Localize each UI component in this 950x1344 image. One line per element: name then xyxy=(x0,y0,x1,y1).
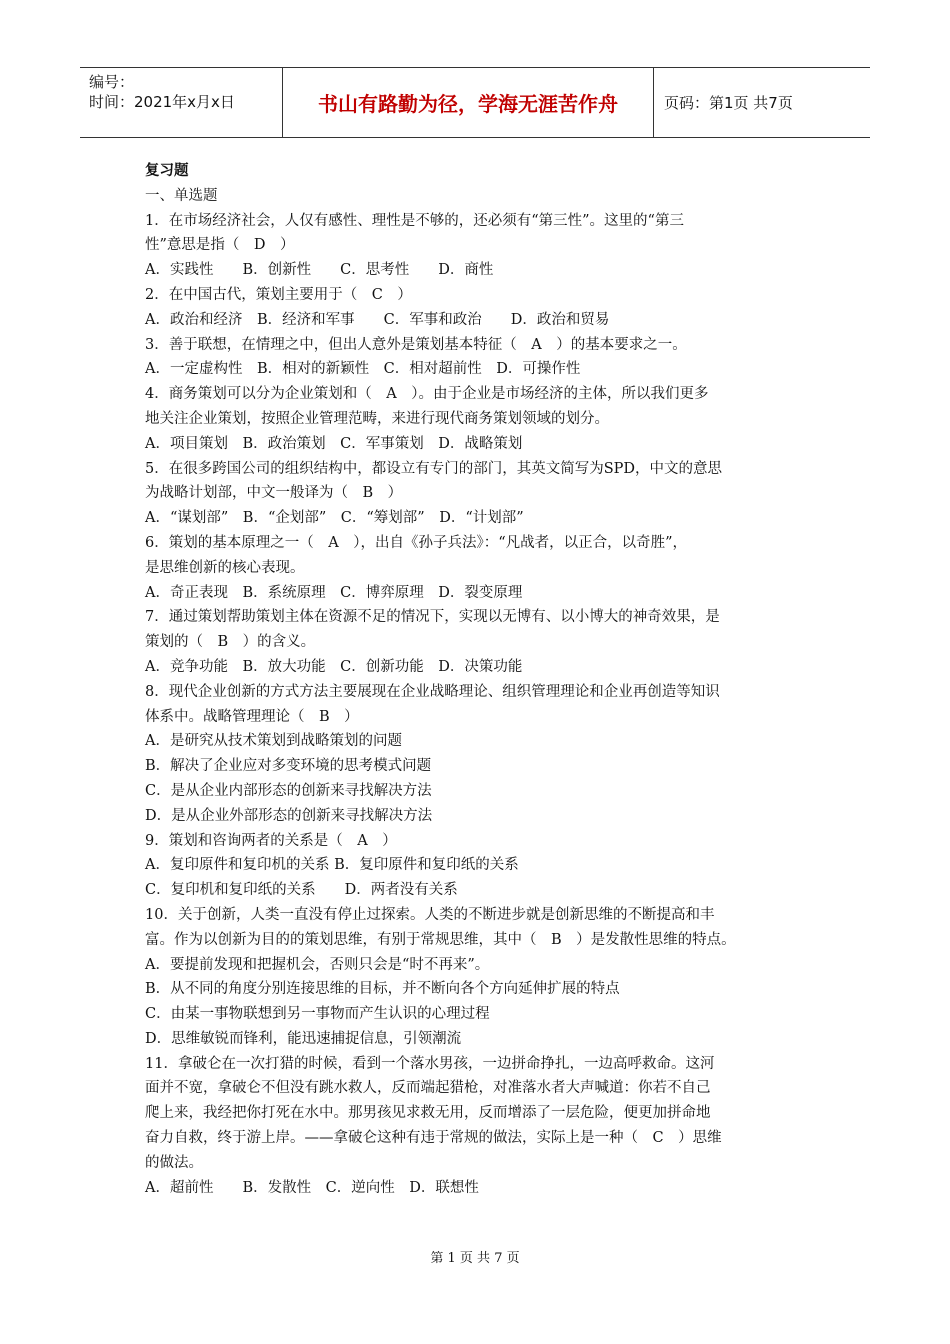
text-line: A．竞争功能 B．放大功能 C．创新功能 D．决策功能 xyxy=(145,658,523,675)
header-meta xyxy=(80,68,282,137)
text-line: A．项目策划 B．政治策划 C．军事策划 D．战略策划 xyxy=(145,435,523,452)
text-line: 11．拿破仑在一次打猎的时候，看到一个落水男孩，一边拼命挣扎，一边高呼救命。这河 xyxy=(145,1055,715,1072)
document-title: 复习题 xyxy=(145,163,189,179)
page-footer: 第 1 页 共 7 页 xyxy=(430,1251,520,1266)
text-line: A．要提前发现和把握机会，否则只会是“时不再来”。 xyxy=(145,956,490,973)
text-line: 一、单选题 xyxy=(145,187,218,204)
text-line: A．一定虚构性 B．相对的新颖性 C．相对超前性 D．可操作性 xyxy=(145,361,581,378)
text-line: 10．关于创新，人类一直没有停止过探索。人类的不断进步就是创新思维的不断提高和丰 xyxy=(145,906,715,923)
document-body xyxy=(145,159,825,1200)
text-line: A．复印原件和复印机的关系 B．复印原件和复印纸的关系 xyxy=(145,857,519,874)
header-motto: 书山有路勤为径，学海无涯苦作舟 xyxy=(282,68,654,137)
text-line: 7．通过策划帮助策划主体在资源不足的情况下，实现以无博有、以小博大的神奇效果，是 xyxy=(145,609,720,626)
text-line: B．解决了企业应对多变环境的思考模式问题 xyxy=(145,758,432,775)
page-header xyxy=(80,67,870,138)
text-line: 的做法。 xyxy=(145,1154,203,1171)
text-line: 6．策划的基本原理之一（ A ），出自《孙子兵法》：“凡战者，以正合，以奇胜”， xyxy=(145,534,688,551)
text-line: 为战略计划部，中文一般译为（ B ） xyxy=(145,485,403,502)
text-line: 是思维创新的核心表现。 xyxy=(145,559,305,576)
text-line: A．“谋划部” B．“企划部” C．“筹划部” D．“计划部” xyxy=(145,510,524,527)
text-line: 爬上来，我经把你打死在水中。那男孩见求救无用，反而增添了一层危险，便更加拼命地 xyxy=(145,1105,711,1122)
text-line: 面并不宽，拿破仑不但没有跳水救人，反而端起猎枪，对准落水者大声喊道：你若不自己 xyxy=(145,1080,711,1097)
text-line: C．由某一事物联想到另一事物而产生认识的心理过程 xyxy=(145,1006,490,1023)
text-line: 富。作为以创新为目的的策划思维，有别于常规思维，其中（ B ）是发散性思维的特点。 xyxy=(145,931,736,948)
text-line: C．复印机和复印纸的关系 D．两者没有关系 xyxy=(145,882,458,899)
text-line: 3．善于联想，在情理之中，但出人意外是策划基本特征（ A ）的基本要求之一。 xyxy=(145,336,687,353)
text-line: 1．在市场经济社会，人仅有感性、理性是不够的，还必须有“第三性”。这里的“第三 xyxy=(145,212,684,229)
text-line: A．奇正表现 B．系统原理 C．博弈原理 D．裂变原理 xyxy=(145,584,523,601)
text-line: 奋力自救，终于游上岸。——拿破仑这种有违于常规的做法，实际上是一种（ C ）思维 xyxy=(145,1130,722,1147)
text-line: 性”意思是指（ D ） xyxy=(145,237,295,254)
text-line: A．是研究从技术策划到战略策划的问题 xyxy=(145,733,402,750)
header-page-info: 页码：第1页 共7页 xyxy=(664,94,793,112)
text-line: 地关注企业策划，按照企业管理范畴，来进行现代商务策划领域的划分。 xyxy=(145,410,609,427)
text-line: C．是从企业内部形态的创新来寻找解决方法 xyxy=(145,782,432,799)
text-line: A．超前性 B．发散性 C．逆向性 D．联想性 xyxy=(145,1179,479,1196)
text-line: D．思维敏锐而锋利，能迅速捕捉信息，引领潮流 xyxy=(145,1030,462,1047)
text-line: 5．在很多跨国公司的组织结构中，都设立有专门的部门，其英文简写为SPD，中文的意思 xyxy=(145,460,723,477)
text-line: 体系中。战略管理理论（ B ） xyxy=(145,708,359,725)
text-line: 策划的（ B ）的含义。 xyxy=(145,634,316,651)
text-line: B．从不同的角度分别连接思维的目标，并不断向各个方向延伸扩展的特点 xyxy=(145,981,620,998)
document-date-label: 时间：2021年x月x日 xyxy=(89,93,235,111)
text-line: A．政治和经济 B．经济和军事 C．军事和政治 D．政治和贸易 xyxy=(145,311,610,328)
text-line: 4．商务策划可以分为企业策划和（ A ）。由于企业是市场经济的主体，所以我们更多 xyxy=(145,386,709,403)
text-line: D．是从企业外部形态的创新来寻找解决方法 xyxy=(145,807,433,824)
text-line: 9．策划和咨询两者的关系是（ A ） xyxy=(145,832,397,849)
text-line: 8．现代企业创新的方式方法主要展现在企业战略理论、组织管理理论和企业再创造等知识 xyxy=(145,683,720,700)
question-list xyxy=(145,184,825,1201)
text-line: 2．在中国古代，策划主要用于（ C ） xyxy=(145,286,412,303)
text-line: A．实践性 B．创新性 C．思考性 D．商性 xyxy=(145,262,494,279)
document-number-label: 编号： xyxy=(89,73,135,91)
